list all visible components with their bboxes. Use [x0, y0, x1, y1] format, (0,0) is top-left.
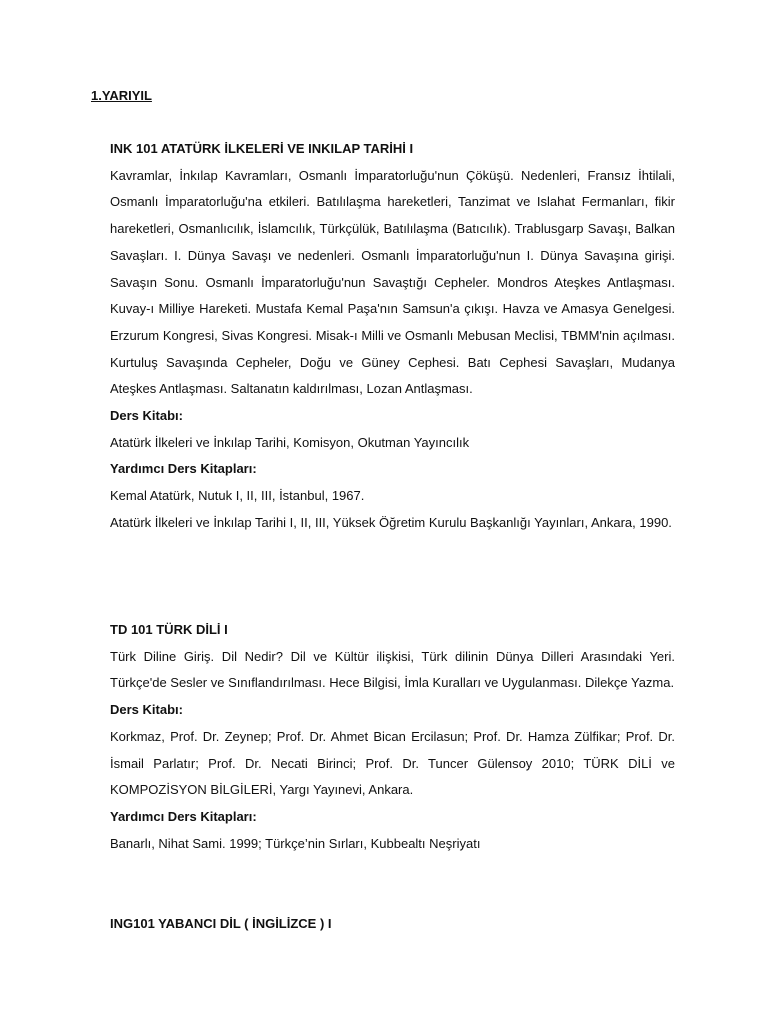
course-ink101 — [110, 136, 675, 537]
supplementary-reference: Banarlı, Nihat Sami. 1999; Türkçe’nin Sırları, Kubbealtı Neşriyatı — [110, 835, 481, 851]
course-title: INK 101 ATATÜRK İLKELERİ VE INKILAP TARİHİ I — [110, 141, 414, 156]
supplementary-reference: Kemal Atatürk, Nutuk I, II, III, İstanbul, 1967. — [110, 488, 365, 504]
course-description: Türk Diline Giriş. Dil Nedir? Dil ve Kültür ilişkisi, Türk dilinin Dünya Dilleri Arasındaki Yeri. Türkçe'de Sesler ve Sınıflandırılması. Hece Bilgisi, İmla Kuralları ve Uygulanması. Dilekçe Yazma. — [110, 648, 675, 691]
supplementary-label: Yardımcı Ders Kitapları: — [110, 808, 257, 824]
textbook-label: Ders Kitabı: — [110, 408, 183, 424]
supplementary-label: Yardımcı Ders Kitapları: — [110, 461, 257, 477]
textbook-reference: Korkmaz, Prof. Dr. Zeynep; Prof. Dr. Ahmet Bican Ercilasun; Prof. Dr. Hamza Zülfikar; Prof. Dr. İsmail Parlatır; Prof. Dr. Necati Birinci; Prof. Dr. Tuncer Gülensoy 2010; TÜRK DİLİ ve KOMPOZİSYON BİLGİLERİ, Yargı Yayınevi, Ankara. — [110, 728, 675, 798]
course-title: TD 101 TÜRK DİLİ I — [110, 622, 228, 637]
term-heading: 1.YARIYIL — [91, 88, 152, 103]
textbook-reference: Atatürk İlkeleri ve İnkılap Tarihi, Komisyon, Okutman Yayıncılık — [110, 434, 470, 450]
course-td101 — [110, 617, 675, 857]
course-title: ING101 YABANCI DİL ( İNGİLİZCE ) I — [110, 916, 332, 931]
course-description: Kavramlar, İnkılap Kavramları, Osmanlı İmparatorluğu'nun Çöküşü. Nedenleri, Fransız İhtilali, Osmanlı İmparatorluğu'na etkileri. Batılılaşma hareketleri, Tanzimat ve Islahat Fermanları, fikir hareketleri, Osmanlıcılık, İslamcılık, Türkçülük, Batılılaşma (Batıcılık). Trablusgarp Savaşı, Balkan Savaşları. I. Dünya Savaşı ve nedenleri. Osmanlı İmparatorluğu'nun I. Dünya Savaşına girişi. Savaşın Sonu. Osmanlı İmparatorluğu'nun Savaştığı Cepheler. Mondros Ateşkes Antlaşması. Kuvay-ı Milliye Hareketi. Mustafa Kemal Paşa'nın Samsun'a çıkışı. Havza ve Amasya Genelgesi. Erzurum Kongresi, Sivas Kongresi. Misak-ı Milli ve Osmanlı Mebusan Meclisi, TBMM'nin açılması. Kurtuluş Savaşında Cepheler, Doğu ve Güney Cephesi. Batı Cephesi Savaşları, Mudanya Ateşkes Antlaşması. Saltanatın kaldırılması, Lozan Antlaşması. — [110, 167, 675, 397]
textbook-label: Ders Kitabı: — [110, 702, 183, 718]
course-ing101 — [110, 911, 675, 938]
supplementary-reference: Atatürk İlkeleri ve İnkılap Tarihi I, II, III, Yüksek Öğretim Kurulu Başkanlığı Yayınları, Ankara, 1990. — [110, 514, 672, 530]
